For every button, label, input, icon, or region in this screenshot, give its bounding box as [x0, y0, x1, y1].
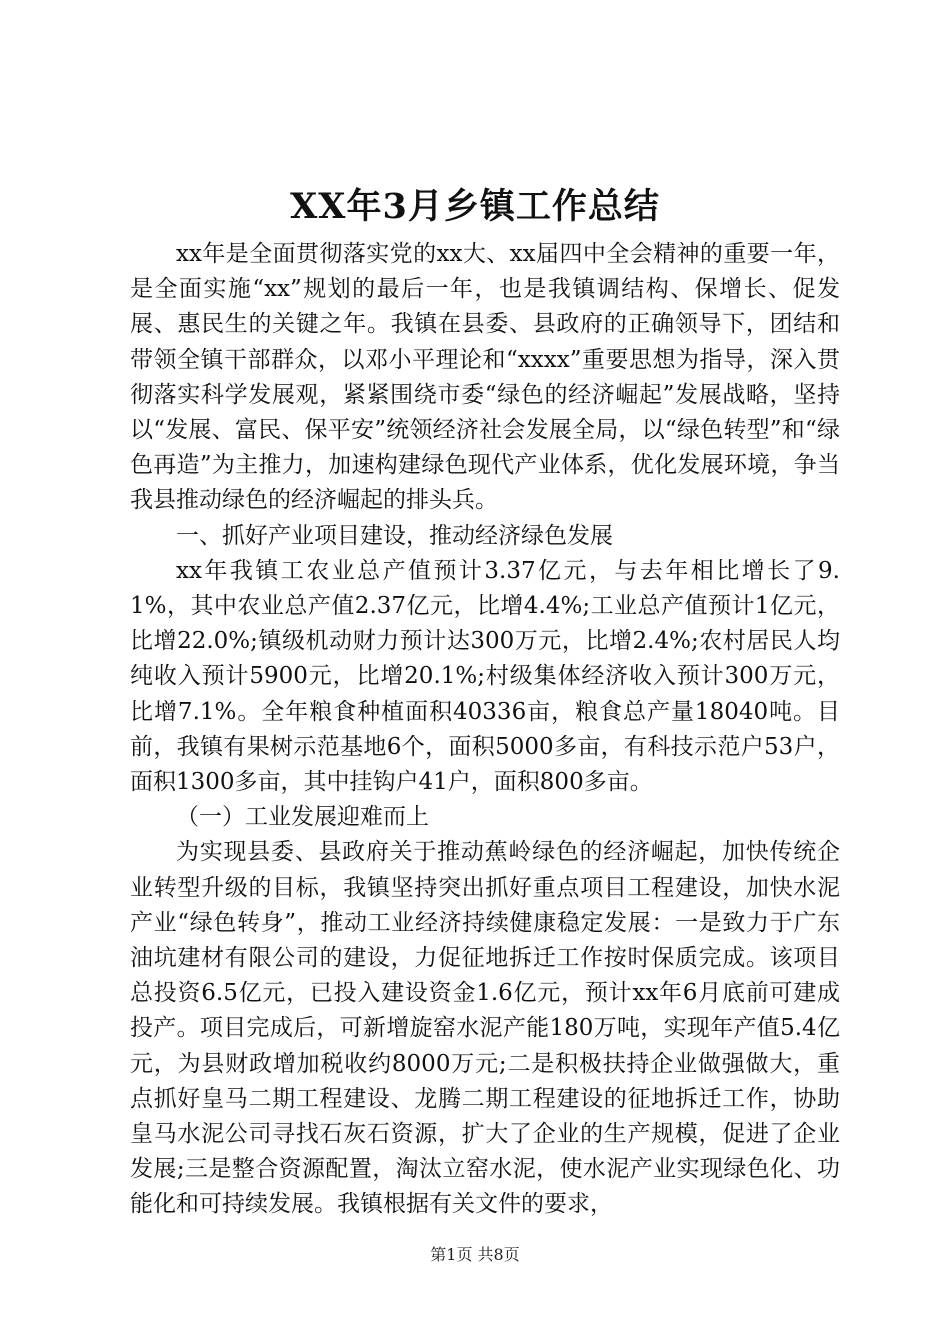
section-heading-1: 一、抓好产业项目建设，推动经济绿色发展: [176, 522, 613, 549]
page-footer: 第1页 共8页: [430, 1245, 520, 1264]
paragraph-economy-stats: xx年我镇工农业总产值预计3.37亿元，与去年相比增长了9.1%，其中农业总产值2.37亿元，比增4.4%;工业总产值预计1亿元，比增22.0%;镇级机动财力预计达300万元，比增2.4%;农村居民人均纯收入预计5900元，比增20.1%;村级集体经济收入预计300万元，比增7.1%。全年粮食种植面积40336亩，粮食总产量18040吨。目前，我镇有果树示范基地6个，面积5000多亩，有科技示范户53户，面积1300多亩，其中挂钩户41户，面积800多亩。: [130, 557, 840, 796]
document-body: [130, 237, 840, 1223]
subsection-heading-1: （一）工业发展迎难而上: [176, 804, 429, 831]
paragraph-intro: xx年是全面贯彻落实党的xx大、xx届四中全会精神的重要一年，是全面实施“xx”规划的最后一年，也是我镇调结构、保增长、促发展、惠民生的关键之年。我镇在县委、县政府的正确领导下，团结和带领全镇干部群众，以邓小平理论和“xxxx”重要思想为指导，深入贯彻落实科学发展观，紧紧围绕市委“绿色的经济崛起”发展战略，坚持以“发展、富民、保平安”统领经济社会发展全局，以“绿色转型”和“绿色再造”为主推力，加速构建绿色现代产业体系，优化发展环境，争当我县推动绿色的经济崛起的排头兵。: [130, 241, 840, 514]
paragraph-industry: 为实现县委、县政府关于推动蕉岭绿色的经济崛起，加快传统企业转型升级的目标，我镇坚持突出抓好重点项目工程建设，加快水泥产业“绿色转身”，推动工业经济持续健康稳定发展：一是致力于广东油坑建材有限公司的建设，力促征地拆迁工作按时保质完成。该项目总投资6.5亿元，已投入建设资金1.6亿元，预计xx年6月底前可建成投产。项目完成后，可新增旋窑水泥产能180万吨，实现年产值5.4亿元，为县财政增加税收约8000万元;二是积极扶持企业做强做大，重点抓好皇马二期工程建设、龙腾二期工程建设的征地拆迁工作，协助皇马水泥公司寻找石灰石资源，扩大了企业的生产规模，促进了企业发展;三是整合资源配置，淘汰立窑水泥，使水泥产业实现绿色化、功能化和可持续发展。我镇根据有关文件的要求，: [130, 839, 840, 1218]
document-title: XX年3月乡镇工作总结: [290, 186, 660, 227]
